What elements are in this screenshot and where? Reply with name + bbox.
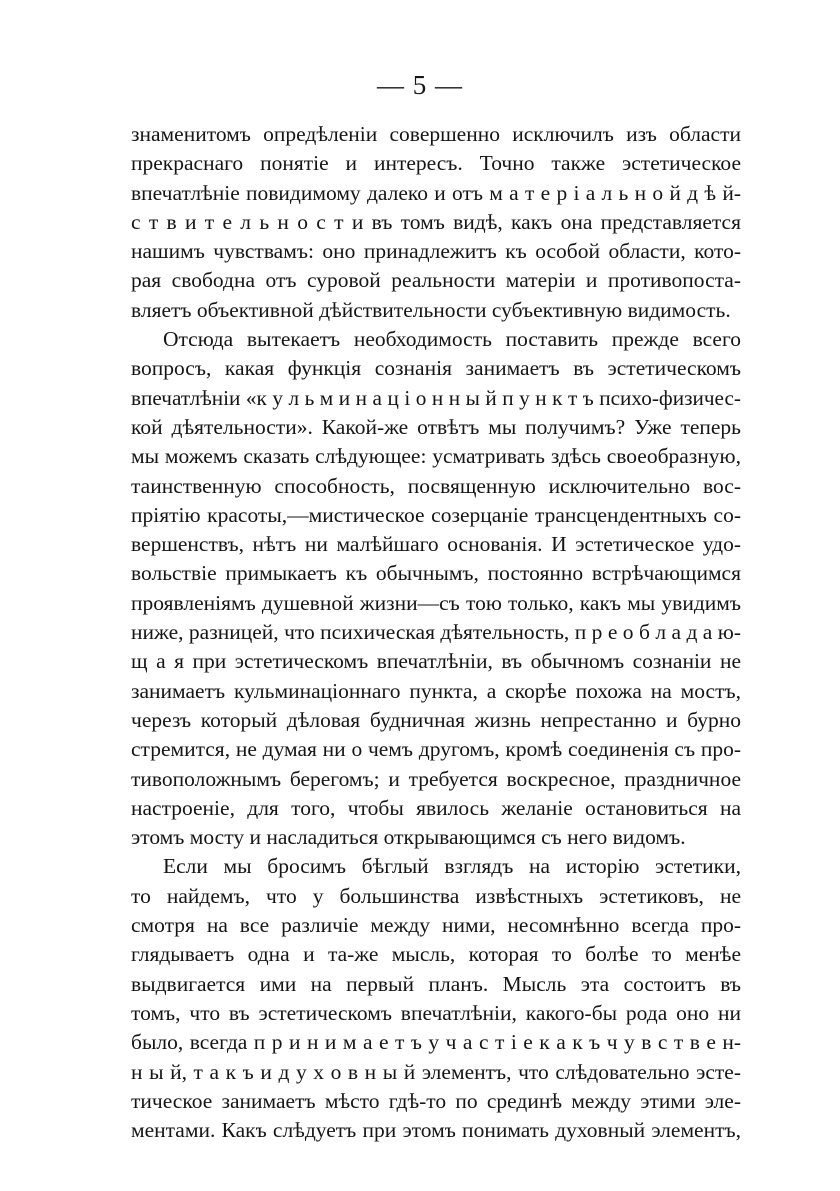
text-line: щ а я при эстетическомъ впечатлѣніи, въ обычномъ сознаніи не: [131, 649, 741, 674]
text-line: вершенствъ, нѣтъ ни малѣйшаго основанія. И эстетическое удо-: [131, 532, 741, 557]
text-line: с т в и т е л ь н о с т и въ томъ видѣ, какъ она представляется: [131, 209, 741, 234]
text-line: вляетъ объективной дѣйствительности субъективную видимость.: [131, 297, 731, 322]
text-line: нашимъ чувствамъ: оно принадлежитъ къ особой области, кото-: [131, 239, 741, 264]
text-line: этомъ мосту и насладиться открывающимся съ него видомъ.: [131, 825, 686, 850]
text-line: тическое занимаетъ мѣсто гдѣ-то по срединѣ между этими эле-: [131, 1088, 741, 1113]
text-line: выдвигается ими на первый планъ. Мысль эта состоитъ въ: [131, 971, 741, 996]
text-line: стремится, не думая ни о чемъ другомъ, кромѣ соединенія съ про-: [131, 737, 741, 762]
text-line: Отсюда вытекаетъ необходимость поставить прежде всего: [163, 327, 741, 352]
text-line: то найдемъ, что у большинства извѣстныхъ эстетиковъ, не: [131, 883, 741, 908]
text-line: таинственную способность, посвященную исключительно вос-: [131, 473, 741, 498]
text-line: настроеніе, для того, чтобы явилось желаніе остановиться на: [131, 795, 741, 820]
text-line: черезъ который дѣловая будничная жизнь непрестанно и бурно: [131, 707, 741, 732]
text-line: впечатлѣніи «к у л ь м и н а ц і о н н ы й п у н к т ъ психо-физичес-: [131, 385, 741, 410]
text-line: тивоположнымъ берегомъ; и требуется воскресное, праздничное: [131, 766, 741, 791]
text-line: проявленіямъ душевной жизни—съ тою только, какъ мы увидимъ: [131, 590, 741, 615]
text-line: томъ, что въ эстетическомъ впечатлѣніи, какого-бы рода оно ни: [131, 1000, 741, 1025]
text-line: ниже, разницей, что психическая дѣятельность, п р е о б л а д а ю-: [131, 620, 741, 645]
paragraph: [131, 120, 741, 325]
text-line: кой дѣятельности». Какой-же отвѣтъ мы получимъ? Уже теперь: [131, 414, 741, 439]
text-line: вольствіе примыкаетъ къ обычнымъ, постоянно встрѣчающимся: [131, 561, 741, 586]
text-line: занимаетъ кульминаціоннаго пункта, а скорѣе похожа на мостъ,: [131, 678, 741, 703]
text-line: н ы й, т а к ъ и д у х о в н ы й элементъ, что слѣдовательно эсте-: [131, 1059, 741, 1084]
text-line: вопросъ, какая функція сознанія занимаетъ въ эстетическомъ: [131, 356, 741, 381]
text-line: глядываетъ одна и та-же мысль, которая то болѣе то менѣе: [131, 942, 741, 967]
text-line: смотря на все различіе между ними, несомнѣнно всегда про-: [131, 913, 741, 938]
text-line: прекраснаго понятіе и интересъ. Точно также эстетическое: [131, 151, 741, 176]
text-line: ментами. Какъ слѣдуетъ при этомъ понимать духовный элементъ,: [131, 1118, 741, 1143]
body-text: [131, 120, 741, 1145]
page-number: — 5 —: [377, 70, 463, 100]
text-line: рая свободна отъ суровой реальности матеріи и противопоста-: [131, 268, 741, 293]
text-line: впечатлѣніе повидимому далеко и отъ м а т е р і а л ь н о й д ѣ й-: [131, 180, 741, 205]
text-line: Если мы бросимъ бѣглый взглядъ на исторію эстетики,: [163, 854, 741, 879]
text-line: пріятію красоты,—мистическое созерцаніе трансцендентныхъ со-: [131, 502, 741, 527]
paragraph: [131, 325, 741, 852]
text-line: знаменитомъ опредѣленіи совершенно исключилъ изъ области: [131, 122, 741, 146]
text-line: мы можемъ сказать слѣдующее: усматривать здѣсь своеобразную,: [131, 444, 741, 469]
text-line: было, всегда п р и н и м а е т ъ у ч а с т і е к а к ъ ч у в с т в е н-: [131, 1030, 741, 1055]
paragraph: [131, 852, 741, 1145]
